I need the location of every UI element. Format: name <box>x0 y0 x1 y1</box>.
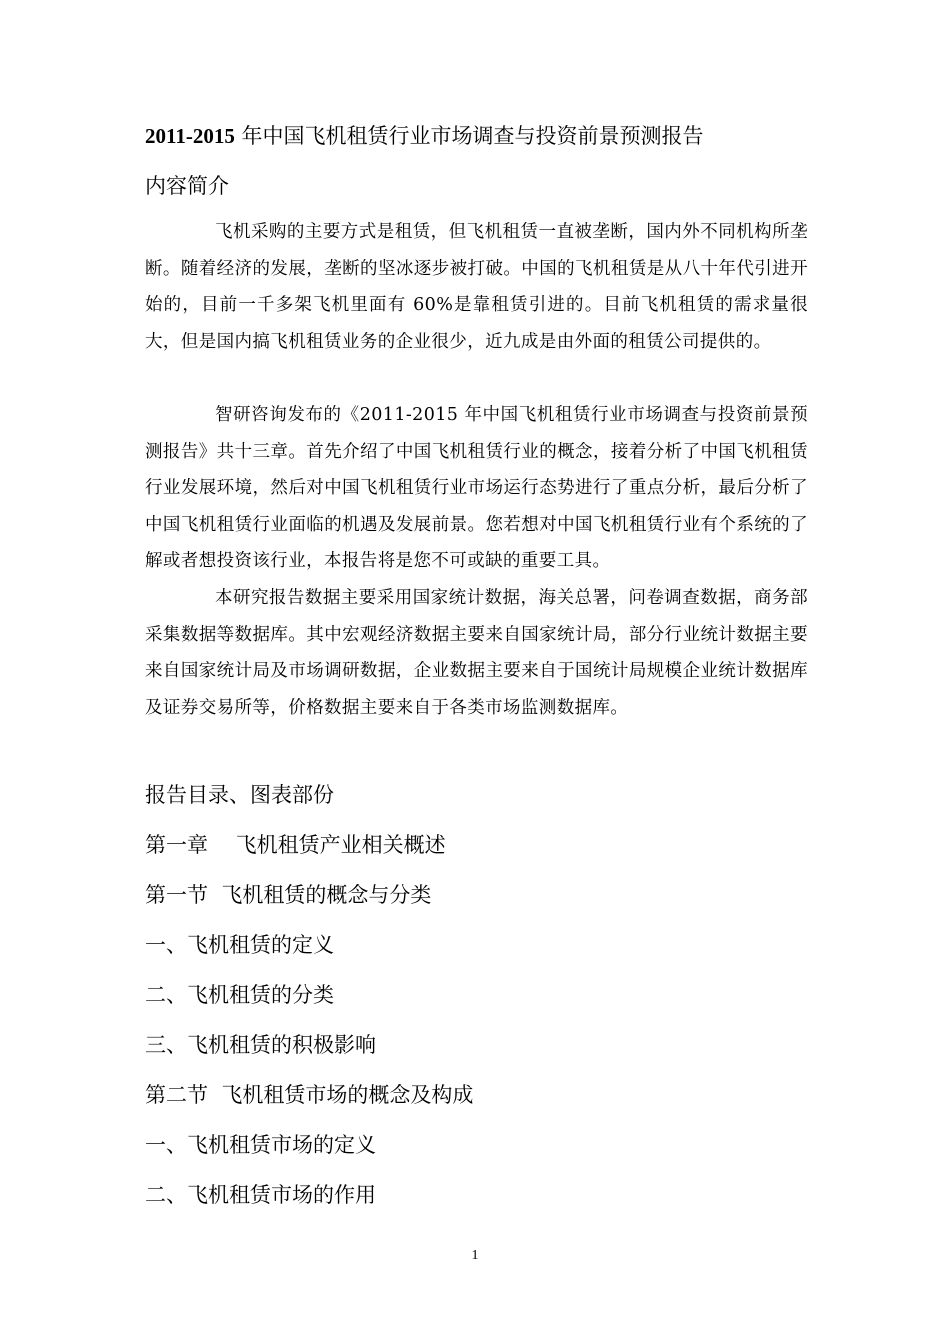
toc-item-2: 二、飞机租赁的分类 <box>145 983 334 1007</box>
toc-item-5: 二、飞机租赁市场的作用 <box>145 1183 376 1207</box>
intro-paragraph-3: 本研究报告数据主要采用国家统计数据，海关总署，问卷调查数据，商务部采集数据等数据库。其中宏观经济数据主要来自国家统计局，部分行业统计数据主要来自国家统计局及市场调研数据，企业数据主要来自于国统计局规模企业统计数据库及证券交易所等，价格数据主要来自于各类市场监测数据库。 <box>145 588 808 718</box>
toc-chapter-1: 第一章 飞机租赁产业相关概述 <box>145 833 446 857</box>
intro-heading: 内容简介 <box>145 174 229 198</box>
toc-item-3: 三、飞机租赁的积极影响 <box>145 1033 376 1057</box>
toc-section-1-2: 第二节 飞机租赁市场的概念及构成 <box>145 1083 474 1107</box>
intro-paragraph-2: 智研咨询发布的《2011-2015 年中国飞机租赁行业市场调查与投资前景预测报告》共十三章。首先介绍了中国飞机租赁行业的概念，接着分析了中国飞机租赁行业发展环境，然后对中国飞机租赁行业市场运行态势进行了重点分析，最后分析了中国飞机租赁行业面临的机遇及发展前景。您若想对中国飞机租赁行业有个系统的了解或者想投资该行业，本报告将是您不可或缺的重要工具。 <box>145 405 808 572</box>
toc-heading: 报告目录、图表部份 <box>145 783 334 807</box>
intro-paragraph-1: 飞机采购的主要方式是租赁，但飞机租赁一直被垄断，国内外不同机构所垄断。随着经济的发展，垄断的坚冰逐步被打破。中国的飞机租赁是从八十年代引进开始的，目前一千多架飞机里面有 60%是靠租赁引进的。目前飞机租赁的需求量很大，但是国内搞飞机租赁业务的企业很少，近九成是由外面的租赁公司提供的。 <box>145 222 808 352</box>
report-title-year: 2011-2015 <box>145 124 235 148</box>
report-title <box>145 118 825 154</box>
toc-item-1: 一、飞机租赁的定义 <box>145 933 334 957</box>
report-title-text: 年中国飞机租赁行业市场调查与投资前景预测报告 <box>234 124 704 148</box>
toc-item-4: 一、飞机租赁市场的定义 <box>145 1133 376 1157</box>
page-number: 1 <box>471 1248 479 1263</box>
toc-section-1-1: 第一节 飞机租赁的概念与分类 <box>145 883 432 907</box>
